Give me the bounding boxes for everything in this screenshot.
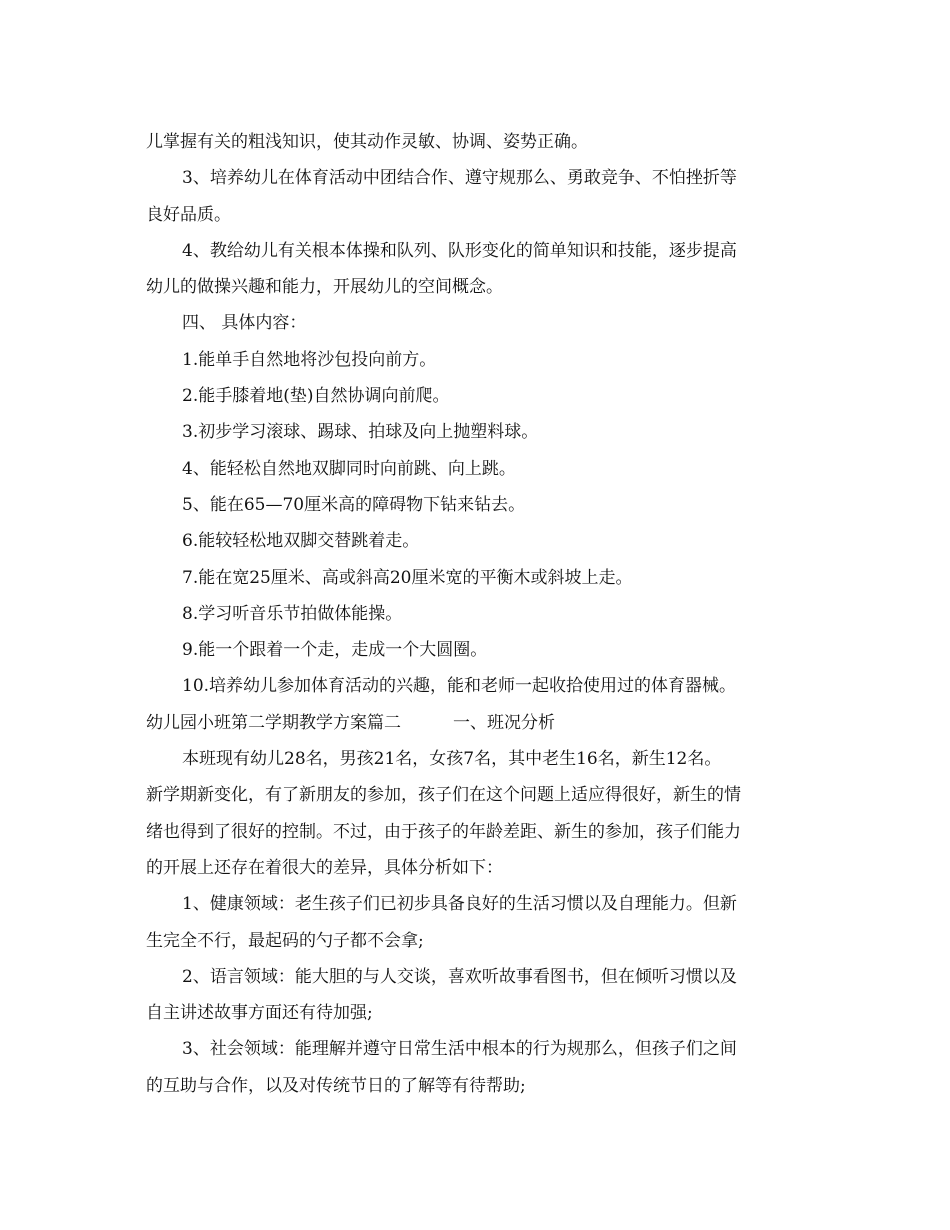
list-item: 5、能在65—70厘米高的障碍物下钻来钻去。	[182, 494, 526, 515]
paragraph-line: 3、社会领域：能理解并遵守日常生活中根本的行为规那么，但孩子们之间	[182, 1039, 737, 1060]
paragraph-line: 的开展上还存在着很大的差异，具体分析如下：	[146, 857, 503, 878]
list-item: 1.能单手自然地将沙包投向前方。	[182, 349, 437, 370]
paragraph-line: 3、培养幼儿在体育活动中团结合作、遵守规那么、勇敢竞争、不怕挫折等	[182, 168, 737, 189]
paragraph-line: 良好品质。	[146, 204, 231, 225]
list-item: 6.能较轻松地双脚交替跳着走。	[182, 531, 420, 552]
list-item: 7.能在宽25厘米、高或斜高20厘米宽的平衡木或斜坡上走。	[182, 567, 633, 588]
list-item: 8.学习听音乐节拍做体能操。	[182, 603, 403, 624]
paragraph-line: 生完全不行，最起码的勺子都不会拿;	[146, 930, 424, 951]
article-heading	[146, 705, 806, 741]
paragraph-line: 绪也得到了很好的控制。不过，由于孩子的年龄差距、新生的参加，孩子们能力	[146, 821, 741, 842]
paragraph-line: 本班现有幼儿28名，男孩21名，女孩7名，其中老生16名，新生12名。	[182, 749, 722, 770]
paragraph-line: 1、健康领域：老生孩子们已初步具备良好的生活习惯以及自理能力。但新	[182, 894, 737, 915]
paragraph-line: 自主讲述故事方面还有待加强;	[146, 1003, 373, 1024]
list-item: 2.能手膝着地(垫)自然协调向前爬。	[182, 386, 450, 407]
section-heading: 四、 具体内容：	[182, 313, 307, 334]
list-item: 4、能轻松自然地双脚同时向前跳、向上跳。	[182, 458, 516, 479]
list-item: 3.初步学习滚球、踢球、拍球及向上抛塑料球。	[182, 422, 539, 443]
paragraph-line: 新学期新变化，有了新朋友的参加，孩子们在这个问题上适应得很好，新生的情	[146, 785, 741, 806]
paragraph-line: 4、教给幼儿有关根本体操和队列、队形变化的简单知识和技能，逐步提高	[182, 240, 737, 261]
list-item: 9.能一个跟着一个走，走成一个大圆圈。	[182, 640, 488, 661]
paragraph-line: 幼儿的做操兴趣和能力，开展幼儿的空间概念。	[146, 277, 503, 298]
paragraph-line: 的互助与合作，以及对传统节日的了解等有待帮助;	[146, 1075, 526, 1096]
article-title: 幼儿园小班第二学期教学方案篇二	[146, 712, 401, 733]
list-item: 10.培养幼儿参加体育活动的兴趣，能和老师一起收拾使用过的体育器械。	[182, 676, 737, 697]
document-body	[146, 124, 806, 1104]
paragraph-line: 儿掌握有关的粗浅知识，使其动作灵敏、协调、姿势正确。	[146, 132, 588, 152]
section-heading: 一、班况分析	[453, 712, 555, 733]
paragraph-line: 2、语言领域：能大胆的与人交谈，喜欢听故事看图书，但在倾听习惯以及	[182, 966, 737, 987]
